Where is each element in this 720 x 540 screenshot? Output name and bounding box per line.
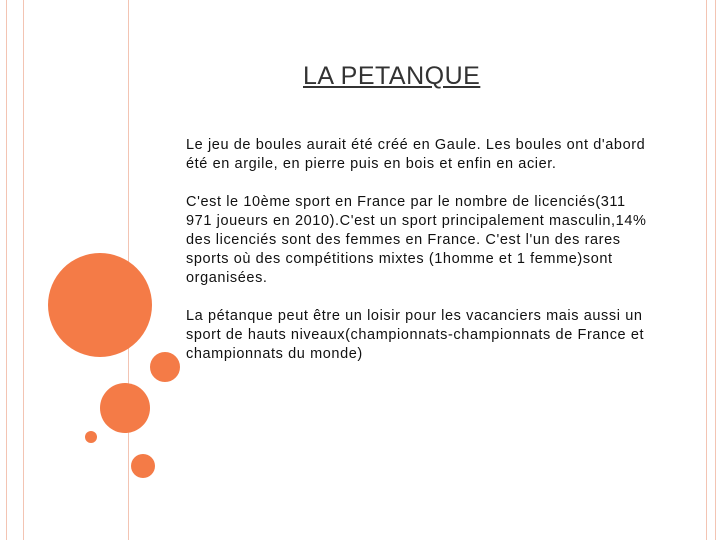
- tiny-orange-circle: [85, 431, 97, 443]
- medium-orange-circle: [100, 383, 150, 433]
- paragraph-origin: Le jeu de boules aurait été créé en Gaule. Les boules ont d'abord été en argile, en pierre puis en bois et enfin en acier.: [186, 137, 646, 172]
- right-frame-bar: [706, 0, 716, 540]
- paragraph-leisure: La pétanque peut être un loisir pour les vacanciers mais aussi un sport de hauts niveaux(championnats-championnats de France et championnats du monde): [186, 308, 645, 362]
- small-orange-circle-top: [147, 349, 183, 385]
- slide-title: LA PETANQUE: [303, 62, 481, 90]
- large-orange-circle: [48, 253, 152, 357]
- left-frame-bar: [6, 0, 24, 540]
- paragraph-statistics: C'est le 10ème sport en France par le nombre de licenciés(311 971 joueurs en 2010).C'est un sport principalement masculin,14% des licenciés sont des femmes en France. C'est l'un des rares sports où des compétitions mixtes (1homme et 1 femme)sont organisées.: [186, 194, 647, 286]
- slide-body: [186, 136, 656, 383]
- small-orange-circle-bottom: [131, 454, 155, 478]
